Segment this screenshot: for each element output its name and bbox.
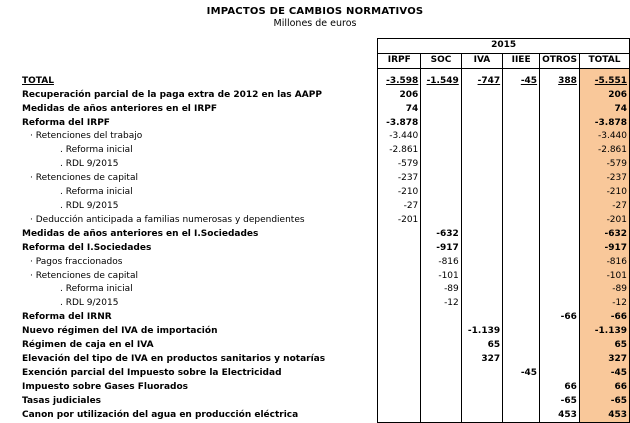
- row-label: . RDL 9/2015: [60, 200, 119, 211]
- cell-iva: [461, 89, 502, 103]
- cell-soc: -89: [421, 283, 461, 297]
- cell-irpf: [378, 297, 421, 311]
- col-header-soc: SOC: [421, 53, 461, 68]
- cell-iiee: [503, 270, 540, 284]
- cell-otros: 388: [540, 75, 580, 89]
- table-row: [20, 228, 630, 242]
- cell-iva: [461, 228, 502, 242]
- cell-soc: [421, 130, 461, 144]
- cell-soc: [421, 186, 461, 200]
- cell-iva: [461, 214, 502, 228]
- row-label: · Pagos fraccionados: [30, 256, 123, 267]
- table-row: [20, 409, 630, 423]
- cell-total: -66: [579, 311, 629, 325]
- cell-total: -27: [579, 200, 629, 214]
- cell-irpf: -579: [378, 158, 421, 172]
- table-row: [20, 200, 630, 214]
- cell-otros: -65: [540, 395, 580, 409]
- cell-irpf: [378, 242, 421, 256]
- cell-otros: [540, 325, 580, 339]
- cell-iva: [461, 117, 502, 131]
- cell-otros: [540, 242, 580, 256]
- empty-header-cell: [20, 53, 378, 68]
- cell-total: -237: [579, 172, 629, 186]
- cell-soc: [421, 409, 461, 423]
- cell-soc: [421, 353, 461, 367]
- cell-irpf: -3.878: [378, 117, 421, 131]
- cell-total: -5.551: [579, 75, 629, 89]
- cell-soc: [421, 172, 461, 186]
- cell-otros: [540, 367, 580, 381]
- cell-otros: [540, 283, 580, 297]
- cell-irpf: -2.861: [378, 144, 421, 158]
- cell-iiee: [503, 325, 540, 339]
- cell-otros: [540, 130, 580, 144]
- row-label: . RDL 9/2015: [60, 298, 119, 309]
- year-header: 2015: [378, 39, 630, 54]
- cell-soc: [421, 381, 461, 395]
- cell-iva: [461, 200, 502, 214]
- table-row: [20, 103, 630, 117]
- cell-irpf: [378, 367, 421, 381]
- table-row: [20, 325, 630, 339]
- cell-irpf: [378, 339, 421, 353]
- cell-iiee: [503, 144, 540, 158]
- cell-total: -1.139: [579, 325, 629, 339]
- row-label: . Reforma inicial: [60, 187, 133, 198]
- cell-otros: -66: [540, 311, 580, 325]
- cell-otros: [540, 214, 580, 228]
- cell-soc: [421, 103, 461, 117]
- cell-soc: [421, 325, 461, 339]
- row-label: . Reforma inicial: [60, 145, 133, 156]
- impacts-table: [20, 38, 630, 423]
- cell-iva: [461, 409, 502, 423]
- table-row: [20, 158, 630, 172]
- cell-irpf: [378, 353, 421, 367]
- cell-iiee: [503, 103, 540, 117]
- cell-otros: [540, 172, 580, 186]
- cell-irpf: 74: [378, 103, 421, 117]
- row-label: Régimen de caja en el IVA: [22, 340, 154, 351]
- cell-iva: [461, 130, 502, 144]
- cell-irpf: -237: [378, 172, 421, 186]
- cell-total: -210: [579, 186, 629, 200]
- cell-soc: [421, 311, 461, 325]
- cell-soc: [421, 367, 461, 381]
- cell-iiee: [503, 409, 540, 423]
- row-label: Exención parcial del Impuesto sobre la Electricidad: [22, 367, 282, 378]
- cell-total: 66: [579, 381, 629, 395]
- cell-iiee: [503, 158, 540, 172]
- cell-iva: [461, 395, 502, 409]
- cell-otros: [540, 297, 580, 311]
- table-row: [20, 339, 630, 353]
- cell-total: -201: [579, 214, 629, 228]
- cell-iiee: [503, 395, 540, 409]
- row-label: Medidas de años anteriores en el IRPF: [22, 103, 218, 114]
- cell-total: -3.878: [579, 117, 629, 131]
- cell-iiee: [503, 353, 540, 367]
- cell-iva: [461, 270, 502, 284]
- cell-total: -89: [579, 283, 629, 297]
- table-row: [20, 297, 630, 311]
- row-label: Tasas judiciales: [22, 395, 102, 406]
- row-label: Reforma del I.Sociedades: [22, 242, 152, 253]
- cell-soc: [421, 117, 461, 131]
- row-label: Recuperación parcial de la paga extra de 2012 en las AAPP: [22, 89, 322, 100]
- row-label: Canon por utilización del agua en producción eléctrica: [22, 409, 299, 420]
- table-row: [20, 367, 630, 381]
- cell-irpf: -201: [378, 214, 421, 228]
- cell-iva: 65: [461, 339, 502, 353]
- table-row: [20, 89, 630, 103]
- row-label: Nuevo régimen del IVA de importación: [22, 326, 218, 337]
- cell-iva: [461, 311, 502, 325]
- cell-otros: [540, 228, 580, 242]
- table-row: [20, 130, 630, 144]
- cell-soc: -632: [421, 228, 461, 242]
- table-row: [20, 381, 630, 395]
- cell-otros: [540, 339, 580, 353]
- cell-irpf: -210: [378, 186, 421, 200]
- table-row: [20, 242, 630, 256]
- row-label: Medidas de años anteriores en el I.Sociedades: [22, 228, 259, 239]
- cell-iiee: [503, 339, 540, 353]
- cell-total: -65: [579, 395, 629, 409]
- cell-soc: [421, 339, 461, 353]
- cell-iiee: -45: [503, 75, 540, 89]
- cell-otros: 66: [540, 381, 580, 395]
- cell-soc: -917: [421, 242, 461, 256]
- cell-iva: [461, 367, 502, 381]
- cell-irpf: [378, 270, 421, 284]
- cell-otros: [540, 200, 580, 214]
- table-row: [20, 186, 630, 200]
- cell-iva: [461, 158, 502, 172]
- cell-total: -2.861: [579, 144, 629, 158]
- cell-otros: [540, 256, 580, 270]
- table-row: [20, 311, 630, 325]
- cell-irpf: [378, 311, 421, 325]
- year-header-row: [20, 39, 630, 54]
- col-header-irpf: IRPF: [378, 53, 421, 68]
- cell-soc: -101: [421, 270, 461, 284]
- cell-irpf: [378, 325, 421, 339]
- table-row: [20, 353, 630, 367]
- cell-total: -917: [579, 242, 629, 256]
- cell-irpf: [378, 256, 421, 270]
- cell-iva: [461, 242, 502, 256]
- cell-iva: [461, 256, 502, 270]
- table-row: [20, 214, 630, 228]
- cell-otros: [540, 89, 580, 103]
- cell-iiee: [503, 172, 540, 186]
- cell-iva: [461, 172, 502, 186]
- col-header-total: TOTAL: [579, 53, 629, 68]
- table-row: [20, 144, 630, 158]
- row-label: TOTAL: [22, 75, 54, 86]
- cell-iiee: [503, 381, 540, 395]
- row-label: · Retenciones del trabajo: [30, 131, 143, 142]
- cell-iiee: [503, 186, 540, 200]
- cell-irpf: [378, 228, 421, 242]
- row-label: . RDL 9/2015: [60, 159, 119, 170]
- cell-otros: [540, 353, 580, 367]
- cell-otros: [540, 144, 580, 158]
- cell-iva: -747: [461, 75, 502, 89]
- cell-irpf: [378, 283, 421, 297]
- cell-irpf: -27: [378, 200, 421, 214]
- table-row: [20, 75, 630, 89]
- cell-otros: 453: [540, 409, 580, 423]
- cell-otros: [540, 103, 580, 117]
- cell-otros: [540, 117, 580, 131]
- table-row: [20, 256, 630, 270]
- cell-irpf: [378, 409, 421, 423]
- cell-soc: [421, 395, 461, 409]
- cell-iiee: [503, 130, 540, 144]
- report-title: IMPACTOS DE CAMBIOS NORMATIVOS: [206, 6, 424, 17]
- col-header-otros: OTROS: [540, 53, 580, 68]
- col-header-iva: IVA: [461, 53, 502, 68]
- cell-iva: [461, 186, 502, 200]
- cell-iiee: [503, 242, 540, 256]
- cell-soc: -1.549: [421, 75, 461, 89]
- cell-iiee: [503, 256, 540, 270]
- cell-irpf: -3.598: [378, 75, 421, 89]
- table-row: [20, 117, 630, 131]
- cell-irpf: 206: [378, 89, 421, 103]
- column-header-row: [20, 53, 630, 68]
- row-label: · Retenciones de capital: [30, 173, 138, 184]
- row-label: Impuesto sobre Gases Fluorados: [22, 381, 189, 392]
- cell-iva: [461, 381, 502, 395]
- cell-otros: [540, 158, 580, 172]
- row-label: · Retenciones de capital: [30, 270, 138, 281]
- row-label: · Deducción anticipada a familias numerosas y dependientes: [30, 214, 305, 225]
- cell-iva: -1.139: [461, 325, 502, 339]
- empty-header-cell: [20, 39, 378, 54]
- cell-iva: [461, 103, 502, 117]
- cell-total: -3.440: [579, 130, 629, 144]
- cell-iva: [461, 144, 502, 158]
- cell-soc: [421, 89, 461, 103]
- cell-iiee: [503, 89, 540, 103]
- cell-iiee: [503, 311, 540, 325]
- cell-iiee: [503, 283, 540, 297]
- cell-iiee: [503, 200, 540, 214]
- cell-otros: [540, 186, 580, 200]
- cell-total: -101: [579, 270, 629, 284]
- cell-total: 74: [579, 103, 629, 117]
- cell-soc: [421, 144, 461, 158]
- cell-iva: [461, 297, 502, 311]
- cell-total: -579: [579, 158, 629, 172]
- cell-soc: -12: [421, 297, 461, 311]
- cell-total: -12: [579, 297, 629, 311]
- cell-iiee: -45: [503, 367, 540, 381]
- cell-soc: [421, 214, 461, 228]
- cell-iva: 327: [461, 353, 502, 367]
- cell-total: 453: [579, 409, 629, 423]
- row-label: Elevación del tipo de IVA en productos sanitarios y notarías: [22, 353, 326, 364]
- cell-otros: [540, 270, 580, 284]
- col-header-iiee: IIEE: [503, 53, 540, 68]
- cell-iiee: [503, 297, 540, 311]
- cell-iiee: [503, 117, 540, 131]
- cell-total: 206: [579, 89, 629, 103]
- cell-total: -45: [579, 367, 629, 381]
- cell-irpf: [378, 381, 421, 395]
- cell-soc: [421, 200, 461, 214]
- cell-soc: -816: [421, 256, 461, 270]
- table-row: [20, 172, 630, 186]
- report-subtitle: Millones de euros: [273, 18, 357, 29]
- cell-total: -632: [579, 228, 629, 242]
- table-row: [20, 283, 630, 297]
- cell-total: -816: [579, 256, 629, 270]
- row-label: . Reforma inicial: [60, 284, 133, 295]
- cell-total: 327: [579, 353, 629, 367]
- cell-irpf: -3.440: [378, 130, 421, 144]
- cell-total: 65: [579, 339, 629, 353]
- table-row: [20, 395, 630, 409]
- cell-irpf: [378, 395, 421, 409]
- cell-iiee: [503, 214, 540, 228]
- cell-soc: [421, 158, 461, 172]
- table-row: [20, 270, 630, 284]
- row-label: Reforma del IRNR: [22, 312, 112, 323]
- cell-iva: [461, 283, 502, 297]
- cell-iiee: [503, 228, 540, 242]
- row-label: Reforma del IRPF: [22, 117, 110, 128]
